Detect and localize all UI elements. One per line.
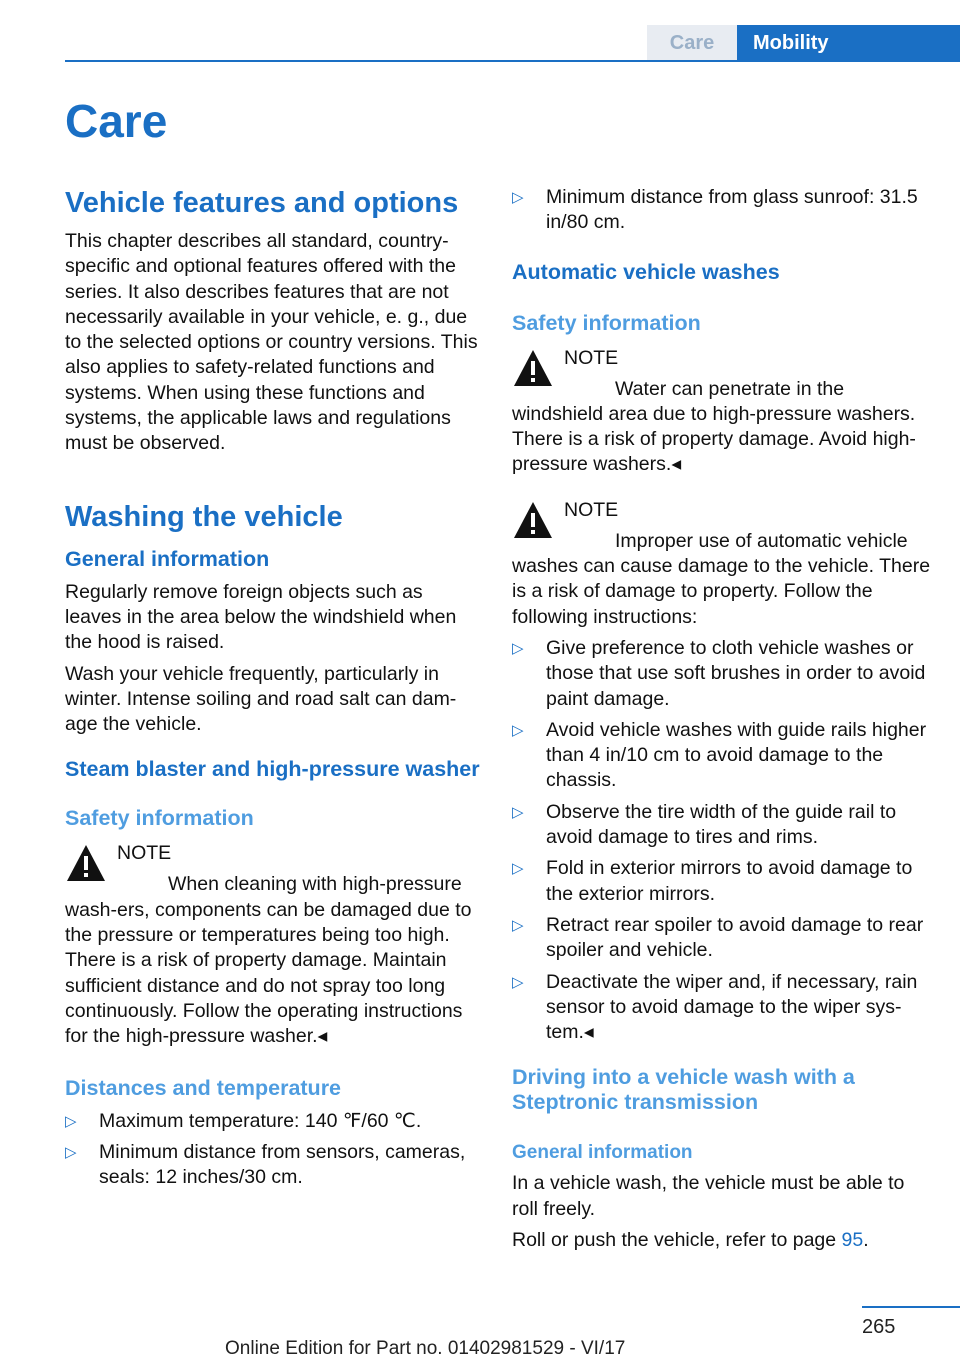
heading-features: Vehicle features and options bbox=[65, 187, 459, 219]
list-item: ▷ Fold in exterior mirrors to avoid damage to the exterior mirrors. bbox=[512, 857, 913, 905]
tab-care[interactable]: Care bbox=[647, 25, 737, 62]
right-column bbox=[512, 185, 932, 1259]
roll-paragraph: In a vehicle wash, the vehicle must be able to roll freely. bbox=[512, 1172, 905, 1220]
heading-general-info: General information bbox=[65, 546, 270, 571]
sunroof-list bbox=[512, 185, 932, 236]
bullet-icon: ▷ bbox=[512, 639, 524, 657]
bullet-icon: ▷ bbox=[512, 973, 524, 991]
note-high-pressure bbox=[65, 841, 480, 1049]
note-title: NOTE bbox=[564, 498, 619, 521]
heading-steptronic: Driving into a vehicle wash with a Steptronic transmission bbox=[512, 1065, 855, 1115]
page-link[interactable]: 95 bbox=[841, 1229, 864, 1252]
heading-general-info-right: General information bbox=[512, 1142, 693, 1164]
list-item: ▷ Deactivate the wiper and, if necessary, rain sensor to avoid damage to the wiper sys-tem.◂ bbox=[512, 970, 918, 1044]
warning-triangle-icon bbox=[65, 843, 107, 883]
list-item: ▷ Give preference to cloth vehicle washes or those that use soft brushes in order to avoid paint damage. bbox=[512, 636, 926, 710]
list-item: ▷ Maximum temperature: 140 ℉/60 ℃. bbox=[65, 1109, 480, 1134]
bullet-icon: ▷ bbox=[512, 860, 524, 878]
note-automatic-washes bbox=[512, 498, 932, 630]
note-text: Water can penetrate in the windshield area due to high-pressure washers. There is a risk of property damage. Avoid high-pressure washers.◂ bbox=[512, 377, 916, 476]
heading-distances: Distances and temperature bbox=[65, 1075, 342, 1100]
distances-list bbox=[65, 1109, 480, 1191]
note-title: NOTE bbox=[564, 346, 619, 369]
page-title: Care bbox=[65, 95, 168, 147]
general-paragraph-2: Wash your vehicle frequently, particularly in winter. Intense soiling and road salt can dam-age the vehicle. bbox=[65, 662, 457, 736]
warning-triangle-icon bbox=[512, 348, 554, 388]
list-item: ▷ Minimum distance from glass sunroof: 31.5 in/80 cm. bbox=[512, 186, 918, 234]
features-paragraph: This chapter describes all standard, country-specific and optional features offered with the series. It also describes features that are not necessarily available in your vehicle, e. g., due to the selected options or country versions. This also applies to safety-related functions and systems. When using these functions and systems, the applicable laws and regulations must be observed. bbox=[65, 230, 478, 455]
list-item: ▷ Observe the tire width of the guide rail to avoid damage to tires and rims. bbox=[512, 800, 897, 849]
note-text: Improper use of automatic vehicle washes can cause damage to the vehicle. There is a risk of damage to property. Follow the following instructions: bbox=[512, 529, 931, 628]
instructions-list bbox=[512, 636, 932, 1045]
bullet-icon: ▷ bbox=[512, 803, 524, 821]
refer-paragraph: Roll or push the vehicle, refer to page 95. bbox=[512, 1229, 869, 1252]
heading-automatic-washes: Automatic vehicle washes bbox=[512, 259, 780, 284]
bullet-icon: ▷ bbox=[512, 721, 524, 739]
warning-triangle-icon bbox=[512, 500, 554, 540]
footer-edition: Online Edition for Part no. 01402981529 - VI/17 bbox=[225, 1338, 626, 1359]
left-column bbox=[65, 185, 480, 1196]
header-rule bbox=[65, 60, 960, 62]
bullet-icon: ▷ bbox=[512, 916, 524, 934]
bullet-icon: ▷ bbox=[65, 1143, 77, 1161]
list-item: ▷ Minimum distance from sensors, cameras, seals: 12 inches/30 cm. bbox=[65, 1140, 466, 1189]
list-item: ▷ Retract rear spoiler to avoid damage to rear spoiler and vehicle. bbox=[512, 913, 924, 962]
heading-steam-blaster: Steam blaster and high-pressure washer bbox=[65, 757, 480, 782]
bullet-icon: ▷ bbox=[65, 1112, 77, 1130]
section-tabs bbox=[647, 25, 960, 62]
page-number: 265 bbox=[862, 1316, 896, 1338]
note-text: When cleaning with high-pressure wash-ers, components can be damaged due to the pressure or temperatures being too high. There is a risk of property damage. Maintain sufficient distance and do not spray too long continuously. Follow the operating instructions for the high-pressure washer.◂ bbox=[65, 873, 472, 1048]
note-title: NOTE bbox=[117, 842, 172, 865]
note-windshield bbox=[512, 346, 932, 478]
list-item: ▷ Avoid vehicle washes with guide rails higher than 4 in/10 cm to avoid damage to the chassis. bbox=[512, 718, 927, 792]
bullet-icon: ▷ bbox=[512, 189, 524, 206]
heading-safety-info-right: Safety information bbox=[512, 310, 701, 335]
heading-safety-info: Safety information bbox=[65, 806, 254, 831]
general-paragraph-1: Regularly remove foreign objects such as leaves in the area below the windshield when the hood is raised. bbox=[65, 580, 457, 654]
page-number-rule bbox=[862, 1306, 960, 1308]
heading-washing: Washing the vehicle bbox=[65, 500, 343, 533]
tab-mobility[interactable]: Mobility bbox=[737, 25, 960, 62]
